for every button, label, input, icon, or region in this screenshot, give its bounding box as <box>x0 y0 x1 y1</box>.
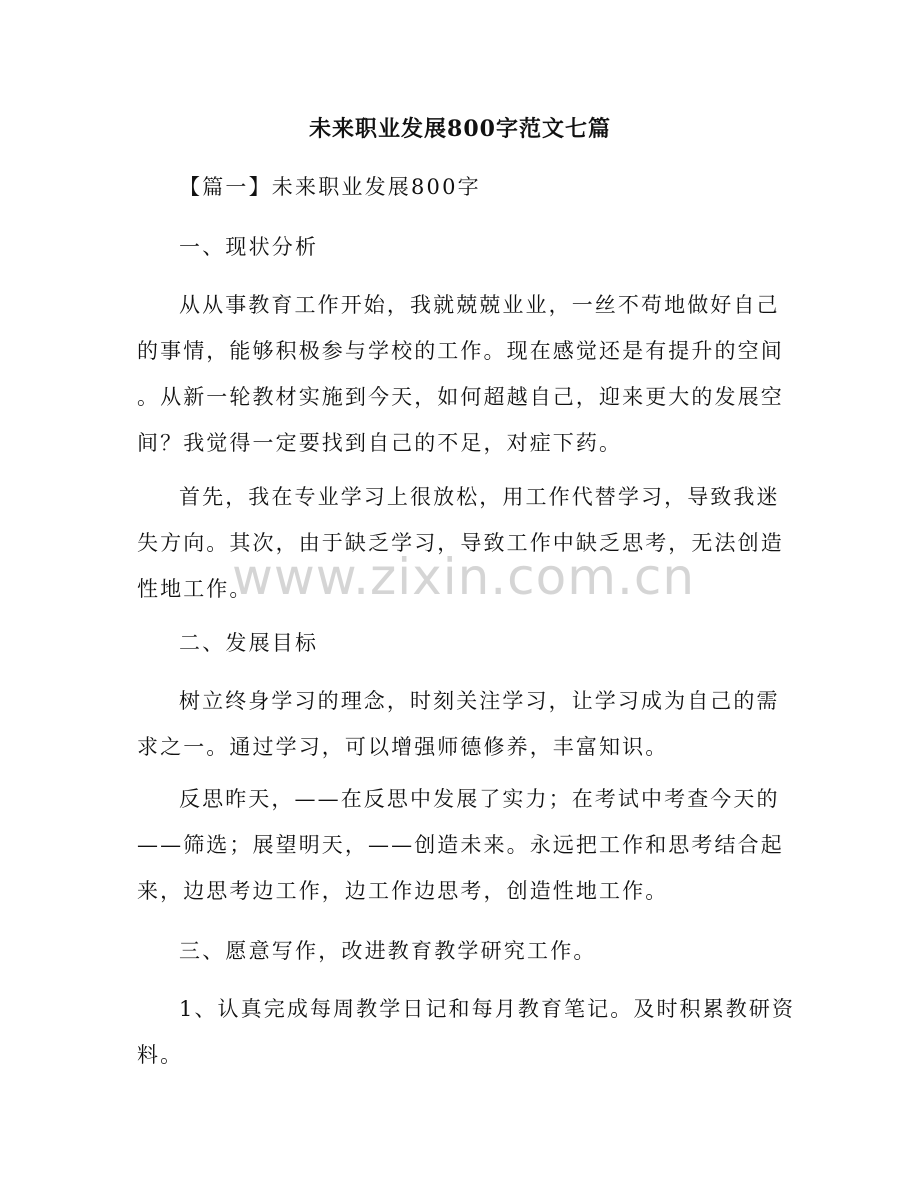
paragraph-line: 的事情，能够积极参与学校的工作。现在感觉还是有提升的空间 <box>137 339 784 363</box>
section-heading-2: 二、发展目标 <box>179 631 319 655</box>
paragraph-line: 求之一。通过学习，可以增强师德修养，丰富知识。 <box>137 735 669 759</box>
paragraph-line: 1、认真完成每周教学日记和每月教育笔记。及时积累教研资 <box>179 997 796 1021</box>
section-heading-1: 一、现状分析 <box>179 235 319 259</box>
paragraph-line: 从从事教育工作开始，我就兢兢业业，一丝不苟地做好自己 <box>179 293 780 317</box>
paragraph-1 <box>137 282 784 466</box>
paragraph-4 <box>137 776 784 914</box>
paragraph-5 <box>137 986 796 1078</box>
paragraph-line: 来，边思考边工作，边工作边思考，创造性地工作。 <box>137 879 669 903</box>
chapter-heading: 【篇一】未来职业发展800字 <box>179 175 481 199</box>
paragraph-2 <box>137 474 784 612</box>
paragraph-line: 失方向。其次，由于缺乏学习，导致工作中缺乏思考，无法创造 <box>137 531 784 555</box>
paragraph-line: 反思昨天，——在反思中发展了实力；在考试中考查今天的 <box>179 787 780 811</box>
paragraph-line: 首先，我在专业学习上很放松，用工作代替学习，导致我迷 <box>179 485 780 509</box>
paragraph-line: 。从新一轮教材实施到今天，如何超越自己，迎来更大的发展空 <box>137 385 784 409</box>
paragraph-line: 树立终身学习的理念，时刻关注学习，让学习成为自己的需 <box>179 689 780 713</box>
paragraph-line: 间？我觉得一定要找到自己的不足，对症下药。 <box>137 431 623 455</box>
paragraph-line: ——筛选；展望明天，——创造未来。永远把工作和思考结合起 <box>137 833 784 857</box>
paragraph-line: 性地工作。 <box>137 577 253 601</box>
document-title: 未来职业发展800字范文七篇 <box>309 116 611 142</box>
paragraph-line: 料。 <box>137 1043 184 1067</box>
paragraph-3 <box>137 678 780 770</box>
watermark-text: www.zixin.com.cn <box>232 548 696 606</box>
section-heading-3: 三、愿意写作，改进教育教学研究工作。 <box>179 939 597 963</box>
